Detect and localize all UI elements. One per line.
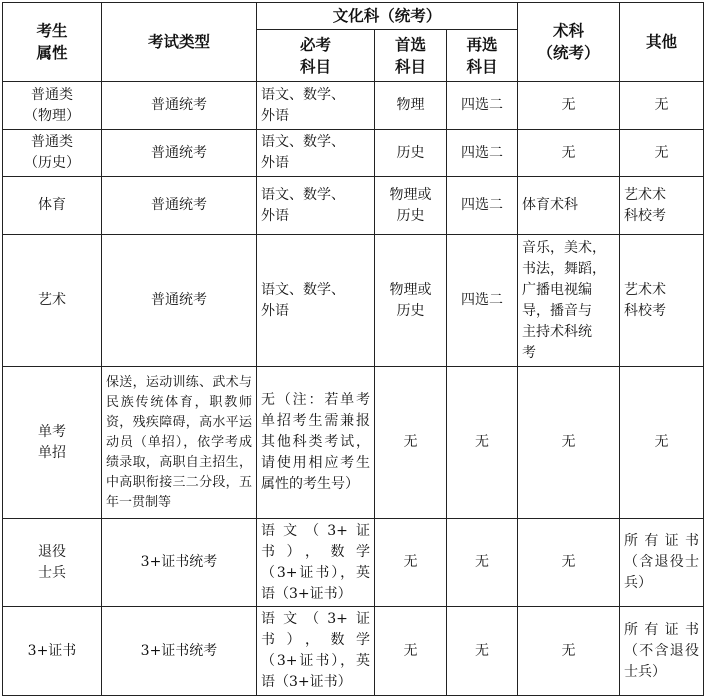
cell-required: 语文（3+证书），数学（3+证书），英语（3+证书） xyxy=(257,519,375,607)
header-attr: 考生 属性 xyxy=(3,3,102,82)
header-first: 首选 科目 xyxy=(375,30,447,82)
cell-second: 无 xyxy=(447,519,518,607)
cell-attr: 普通类 （物理） xyxy=(3,82,102,130)
cell-other: 所有证书（不含退役士兵） xyxy=(620,607,704,696)
header-required: 必考 科目 xyxy=(257,30,375,82)
table-row xyxy=(3,367,704,519)
cell-skill: 无 xyxy=(518,607,620,696)
cell-required: 语文、数学、 外语 xyxy=(257,82,375,130)
cell-exam-type: 3+证书统考 xyxy=(102,607,257,696)
cell-second: 无 xyxy=(447,367,518,519)
cell-skill: 体育术科 xyxy=(518,177,620,235)
cell-required: 语文、数学、 外语 xyxy=(257,177,375,235)
cell-first: 物理或 历史 xyxy=(375,177,447,235)
cell-required: 语文、数学、 外语 xyxy=(257,130,375,177)
header-exam-type: 考试类型 xyxy=(102,3,257,82)
cell-skill: 无 xyxy=(518,367,620,519)
cell-other: 无 xyxy=(620,82,704,130)
table-row xyxy=(3,519,704,607)
cell-other: 无 xyxy=(620,367,704,519)
cell-attr: 3+证书 xyxy=(3,607,102,696)
cell-first: 无 xyxy=(375,367,447,519)
cell-first: 无 xyxy=(375,607,447,696)
table-row xyxy=(3,607,704,696)
cell-skill: 无 xyxy=(518,82,620,130)
cell-other: 所有证书（含退役士兵） xyxy=(620,519,704,607)
cell-first: 物理 xyxy=(375,82,447,130)
table-row xyxy=(3,130,704,177)
cell-second: 四选二 xyxy=(447,82,518,130)
cell-attr: 普通类 （历史） xyxy=(3,130,102,177)
cell-other: 艺术术 科校考 xyxy=(620,177,704,235)
cell-exam-type: 普通统考 xyxy=(102,82,257,130)
header-second: 再选 科目 xyxy=(447,30,518,82)
cell-attr: 体育 xyxy=(3,177,102,235)
cell-skill: 无 xyxy=(518,519,620,607)
cell-first: 物理或 历史 xyxy=(375,235,447,367)
cell-attr: 艺术 xyxy=(3,235,102,367)
cell-other: 艺术术 科校考 xyxy=(620,235,704,367)
table-row xyxy=(3,235,704,367)
cell-first: 无 xyxy=(375,519,447,607)
cell-skill: 无 xyxy=(518,130,620,177)
table-row xyxy=(3,82,704,130)
cell-required: 语文（3+证书），数学（3+证书），英语（3+证书） xyxy=(257,607,375,696)
cell-other: 无 xyxy=(620,130,704,177)
header-other: 其他 xyxy=(620,3,704,82)
cell-attr: 单考 单招 xyxy=(3,367,102,519)
cell-first: 历史 xyxy=(375,130,447,177)
cell-exam-type: 普通统考 xyxy=(102,130,257,177)
cell-skill: 音乐，美术， 书法，舞蹈， 广播电视编 导，播音与 主持术科统 考 xyxy=(518,235,620,367)
cell-second: 四选二 xyxy=(447,130,518,177)
cell-exam-type: 保送，运动训练、武术与民族传统体育，职教师资，残疾障碍，高水平运动员（单招），依学考成绩录取，高职自主招生，中高职衔接三二分段，五年一贯制等 xyxy=(102,367,257,519)
cell-exam-type: 普通统考 xyxy=(102,235,257,367)
cell-attr: 退役 士兵 xyxy=(3,519,102,607)
cell-second: 四选二 xyxy=(447,177,518,235)
cell-exam-type: 3+证书统考 xyxy=(102,519,257,607)
table-row xyxy=(3,177,704,235)
cell-required: 语文、数学、 外语 xyxy=(257,235,375,367)
header-culture: 文化科（统考） xyxy=(257,3,518,30)
cell-second: 四选二 xyxy=(447,235,518,367)
exam-table xyxy=(2,2,704,696)
cell-second: 无 xyxy=(447,607,518,696)
cell-exam-type: 普通统考 xyxy=(102,177,257,235)
header-skill: 术科 （统考） xyxy=(518,3,620,82)
cell-required: 无（注：若单考单招考生需兼报其他科类考试，请使用相应考生属性的考生号） xyxy=(257,367,375,519)
